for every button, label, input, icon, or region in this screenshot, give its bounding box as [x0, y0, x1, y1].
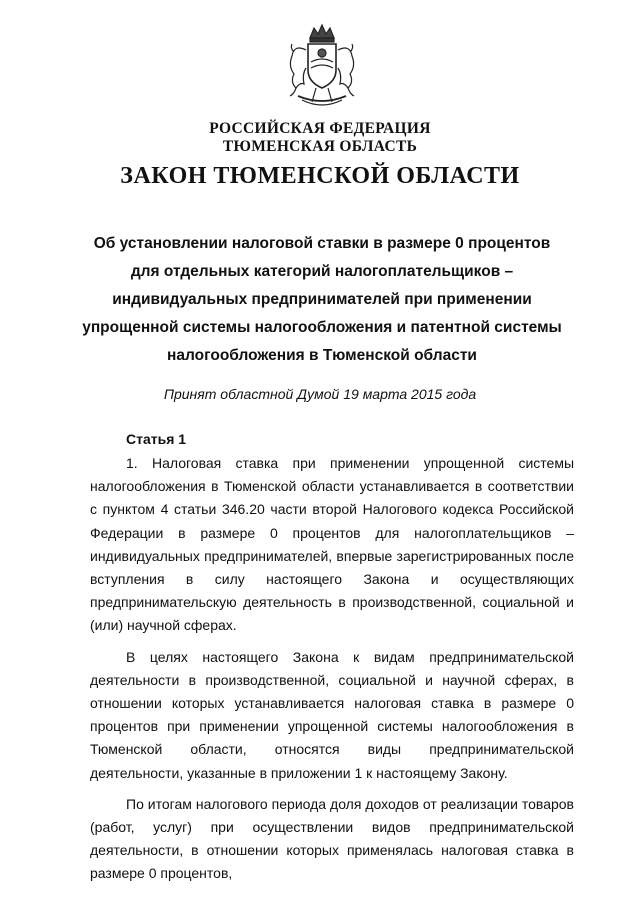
article-body: [90, 452, 574, 886]
subject-line: для отдельных категорий налогоплательщиков –: [130, 263, 514, 280]
region-heading: ТЮМЕНСКАЯ ОБЛАСТЬ: [222, 138, 418, 155]
paragraph: По итогам налогового периода доля доходов от реализации товаров (работ, услуг) при осуществлении видов предпринимательской деятельности, в отношении которых применялась налоговая ставка в размере 0 процентов,: [90, 795, 574, 882]
subject-line: Об установлении налоговой ставки в размере 0 процентов: [93, 235, 551, 252]
law-subject: [82, 230, 562, 370]
subject-line: индивидуальных предпринимателей при применении: [112, 291, 532, 308]
adoption-note: Принят областной Думой 19 марта 2015 года: [163, 386, 477, 402]
subject-line: упрощенной системы налогообложения и патентной системы: [82, 319, 562, 336]
paragraph: В целях настоящего Закона к видам предпринимательской деятельности в производственной, социальной и научной сферах, в отношении которых устанавливается налоговая ставка в размере 0 процентов при применении упрощенной системы налогообложения в Тюменской области, относятся виды предпринимательской деятельности, указанные в приложении 1 к настоящему Закону.: [90, 648, 574, 781]
law-title: ЗАКОН ТЮМЕНСКОЙ ОБЛАСТИ: [120, 163, 520, 189]
paragraph: 1. Налоговая ставка при применении упрощенной системы налогообложения в Тюменской области устанавливается в соответствии с пунктом 4 статьи 346.20 части второй Налогового кодекса Российской Федерации в размере 0 процентов для налогоплательщиков – индивидуальных предпринимателей, впервые зарегистрированных после вступления в силу настоящего Закона и осуществляющих предпринимательскую деятельность в производственной, социальной и (или) научной сферах.: [90, 455, 574, 634]
article-title: Статья 1: [126, 431, 187, 447]
coat-of-arms-icon: [280, 22, 364, 112]
country-heading: РОССИЙСКАЯ ФЕДЕРАЦИЯ: [209, 120, 431, 137]
subject-line: налогообложения в Тюменской области: [167, 347, 477, 364]
